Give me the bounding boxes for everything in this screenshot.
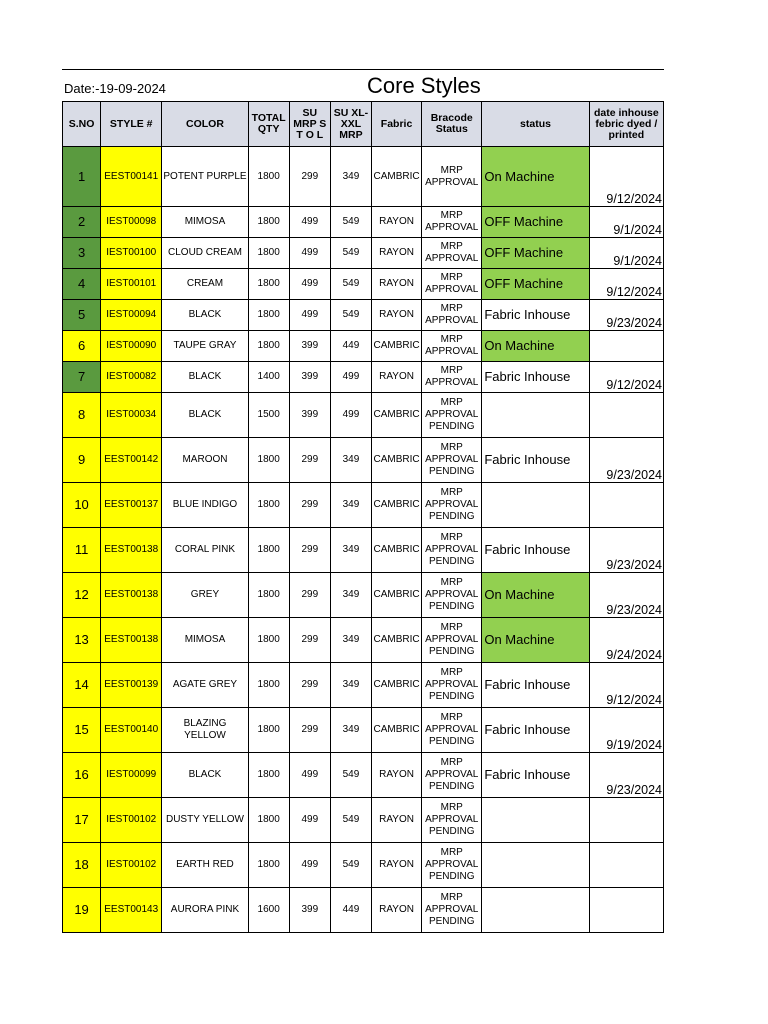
cell-status[interactable]: Fabric Inhouse [482,663,589,708]
cell-color[interactable]: MAROON [162,438,248,483]
cell-total-qty[interactable]: 1800 [248,207,289,238]
cell-status[interactable]: On Machine [482,573,589,618]
cell-su-mrp[interactable]: 499 [289,843,330,888]
cell-su-mrp[interactable]: 299 [289,438,330,483]
cell-total-qty[interactable]: 1800 [248,269,289,300]
title-row [62,70,664,102]
cell-sno[interactable]: 18 [63,843,101,888]
cell-color[interactable]: EARTH RED [162,843,248,888]
cell-su-mrp[interactable]: 399 [289,393,330,438]
cell-color[interactable]: BLACK [162,753,248,798]
cell-color[interactable]: MIMOSA [162,207,248,238]
cell-total-qty[interactable]: 1800 [248,753,289,798]
cell-style[interactable]: EEST00138 [101,573,162,618]
cell-sno[interactable]: 8 [63,393,101,438]
cell-total-qty[interactable]: 1600 [248,888,289,933]
cell-style[interactable]: EEST00138 [101,528,162,573]
cell-color[interactable]: AURORA PINK [162,888,248,933]
table-row [63,573,664,618]
cell-total-qty[interactable]: 1800 [248,331,289,362]
cell-sno[interactable]: 16 [63,753,101,798]
cell-style[interactable]: EEST00139 [101,663,162,708]
cell-fabric[interactable]: CAMBRIC [371,393,421,438]
cell-total-qty[interactable]: 1800 [248,708,289,753]
cell-su-xl-mrp[interactable]: 349 [330,483,371,528]
header-barcode-status[interactable]: Bracode Status [422,102,482,147]
cell-status[interactable]: OFF Machine [482,238,589,269]
table-row [63,753,664,798]
cell-fabric[interactable]: CAMBRIC [371,331,421,362]
cell-status[interactable]: Fabric Inhouse [482,708,589,753]
cell-su-xl-mrp[interactable]: 549 [330,300,371,331]
table-row [63,269,664,300]
cell-date-inhouse[interactable]: 9/23/2024 [589,528,663,573]
cell-date-inhouse[interactable]: 9/1/2024 [589,207,663,238]
cell-color[interactable]: BLUE INDIGO [162,483,248,528]
table-row [63,708,664,753]
header-style[interactable]: STYLE # [101,102,162,147]
cell-color[interactable]: BLAZING YELLOW [162,708,248,753]
cell-color[interactable]: BLACK [162,300,248,331]
cell-date-inhouse[interactable]: 9/24/2024 [589,618,663,663]
cell-barcode-status[interactable]: MRP APPROVAL PENDING [422,843,482,888]
cell-su-mrp[interactable]: 499 [289,798,330,843]
cell-total-qty[interactable]: 1800 [248,147,289,207]
cell-barcode-status[interactable]: MRP APPROVAL [422,300,482,331]
cell-sno[interactable]: 13 [63,618,101,663]
header-total-qty[interactable]: TOTAL QTY [248,102,289,147]
cell-style[interactable]: IEST00090 [101,331,162,362]
cell-fabric[interactable]: RAYON [371,269,421,300]
table-row [63,300,664,331]
cell-color[interactable]: CORAL PINK [162,528,248,573]
cell-su-mrp[interactable]: 299 [289,663,330,708]
sheet-title: Core Styles [367,73,481,98]
cell-total-qty[interactable]: 1800 [248,663,289,708]
cell-date-inhouse[interactable] [589,483,663,528]
cell-style[interactable]: EEST00143 [101,888,162,933]
cell-barcode-status[interactable]: MRP APPROVAL PENDING [422,573,482,618]
cell-su-mrp[interactable]: 299 [289,147,330,207]
cell-su-xl-mrp[interactable]: 349 [330,708,371,753]
cell-fabric[interactable]: RAYON [371,798,421,843]
cell-sno[interactable]: 15 [63,708,101,753]
cell-date-inhouse[interactable]: 9/1/2024 [589,238,663,269]
cell-total-qty[interactable]: 1800 [248,573,289,618]
cell-fabric[interactable]: RAYON [371,238,421,269]
cell-barcode-status[interactable]: MRP APPROVAL PENDING [422,753,482,798]
cell-color[interactable]: DUSTY YELLOW [162,798,248,843]
cell-sno[interactable]: 9 [63,438,101,483]
cell-date-inhouse[interactable]: 9/12/2024 [589,147,663,207]
cell-fabric[interactable]: CAMBRIC [371,528,421,573]
header-su-xl-mrp[interactable]: SU XL-XXL MRP [330,102,371,147]
cell-style[interactable]: EEST00142 [101,438,162,483]
cell-style[interactable]: EEST00140 [101,708,162,753]
cell-status[interactable]: Fabric Inhouse [482,753,589,798]
cell-su-xl-mrp[interactable]: 349 [330,528,371,573]
cell-barcode-status[interactable]: MRP APPROVAL [422,362,482,393]
cell-date-inhouse[interactable]: 9/12/2024 [589,269,663,300]
table-row [63,362,664,393]
cell-fabric[interactable]: RAYON [371,843,421,888]
cell-total-qty[interactable]: 1800 [248,438,289,483]
cell-su-mrp[interactable]: 499 [289,753,330,798]
cell-su-xl-mrp[interactable]: 549 [330,798,371,843]
cell-barcode-status[interactable]: MRP APPROVAL PENDING [422,393,482,438]
cell-color[interactable]: BLACK [162,393,248,438]
cell-total-qty[interactable]: 1800 [248,528,289,573]
cell-style[interactable]: IEST00098 [101,207,162,238]
cell-total-qty[interactable]: 1800 [248,238,289,269]
cell-fabric[interactable]: RAYON [371,207,421,238]
cell-style[interactable]: IEST00034 [101,393,162,438]
cell-sno[interactable]: 17 [63,798,101,843]
table-row [63,147,664,207]
cell-su-xl-mrp[interactable]: 499 [330,362,371,393]
cell-su-xl-mrp[interactable]: 449 [330,888,371,933]
cell-total-qty[interactable]: 1400 [248,362,289,393]
cell-status[interactable] [482,483,589,528]
cell-fabric[interactable]: CAMBRIC [371,147,421,207]
cell-su-xl-mrp[interactable]: 549 [330,207,371,238]
cell-date-inhouse[interactable]: 9/12/2024 [589,362,663,393]
cell-barcode-status[interactable]: MRP APPROVAL [422,331,482,362]
cell-su-mrp[interactable]: 299 [289,528,330,573]
cell-status[interactable]: On Machine [482,331,589,362]
cell-sno[interactable]: 7 [63,362,101,393]
cell-su-mrp[interactable]: 499 [289,269,330,300]
cell-date-inhouse[interactable] [589,331,663,362]
cell-style[interactable]: IEST00102 [101,843,162,888]
cell-fabric[interactable]: CAMBRIC [371,573,421,618]
cell-status[interactable]: OFF Machine [482,269,589,300]
cell-su-xl-mrp[interactable]: 549 [330,238,371,269]
cell-barcode-status[interactable]: MRP APPROVAL PENDING [422,798,482,843]
cell-style[interactable]: IEST00102 [101,798,162,843]
cell-status[interactable]: OFF Machine [482,207,589,238]
header-su-mrp[interactable]: SU MRP S T O L [289,102,330,147]
cell-barcode-status[interactable]: MRP APPROVAL PENDING [422,663,482,708]
cell-barcode-status[interactable]: MRP APPROVAL PENDING [422,618,482,663]
cell-su-mrp[interactable]: 299 [289,573,330,618]
cell-su-mrp[interactable]: 399 [289,331,330,362]
cell-status[interactable]: Fabric Inhouse [482,300,589,331]
cell-date-inhouse[interactable]: 9/23/2024 [589,573,663,618]
cell-date-inhouse[interactable]: 9/23/2024 [589,300,663,331]
cell-color[interactable]: TAUPE GRAY [162,331,248,362]
cell-barcode-status[interactable]: MRP APPROVAL PENDING [422,483,482,528]
cell-date-inhouse[interactable] [589,888,663,933]
cell-fabric[interactable]: RAYON [371,362,421,393]
table-row [63,483,664,528]
cell-date-inhouse[interactable] [589,843,663,888]
cell-su-xl-mrp[interactable]: 549 [330,753,371,798]
cell-color[interactable]: CLOUD CREAM [162,238,248,269]
cell-color[interactable]: BLACK [162,362,248,393]
table-row [63,438,664,483]
header-color[interactable]: COLOR [162,102,248,147]
cell-status[interactable]: On Machine [482,147,589,207]
core-styles-table [62,101,664,933]
cell-fabric[interactable]: RAYON [371,753,421,798]
cell-style[interactable]: IEST00082 [101,362,162,393]
cell-barcode-status[interactable]: MRP APPROVAL [422,147,482,207]
cell-total-qty[interactable]: 1500 [248,393,289,438]
cell-style[interactable]: IEST00094 [101,300,162,331]
table-row [63,798,664,843]
cell-su-xl-mrp[interactable]: 349 [330,438,371,483]
cell-barcode-status[interactable]: MRP APPROVAL PENDING [422,888,482,933]
report-date: Date:-19-09-2024 [64,81,166,96]
cell-sno[interactable]: 19 [63,888,101,933]
cell-barcode-status[interactable]: MRP APPROVAL PENDING [422,708,482,753]
table-row [63,393,664,438]
cell-fabric[interactable]: CAMBRIC [371,483,421,528]
cell-sno[interactable]: 4 [63,269,101,300]
cell-barcode-status[interactable]: MRP APPROVAL [422,207,482,238]
cell-color[interactable]: POTENT PURPLE [162,147,248,207]
cell-date-inhouse[interactable] [589,798,663,843]
cell-barcode-status[interactable]: MRP APPROVAL [422,238,482,269]
cell-su-mrp[interactable]: 499 [289,238,330,269]
cell-su-xl-mrp[interactable]: 349 [330,618,371,663]
cell-sno[interactable]: 12 [63,573,101,618]
cell-date-inhouse[interactable]: 9/23/2024 [589,753,663,798]
cell-sno[interactable]: 5 [63,300,101,331]
cell-status[interactable]: Fabric Inhouse [482,362,589,393]
cell-sno[interactable]: 14 [63,663,101,708]
cell-su-xl-mrp[interactable]: 499 [330,393,371,438]
cell-sno[interactable]: 11 [63,528,101,573]
cell-su-xl-mrp[interactable]: 349 [330,147,371,207]
cell-style[interactable]: IEST00100 [101,238,162,269]
header-sno[interactable]: S.NO [63,102,101,147]
cell-style[interactable]: IEST00099 [101,753,162,798]
cell-status[interactable] [482,843,589,888]
table-row [63,528,664,573]
table-row [63,663,664,708]
cell-fabric[interactable]: CAMBRIC [371,438,421,483]
cell-su-mrp[interactable]: 499 [289,207,330,238]
cell-su-xl-mrp[interactable]: 549 [330,269,371,300]
header-date-inhouse[interactable]: date inhouse febric dyed / printed [589,102,663,147]
cell-total-qty[interactable]: 1800 [248,618,289,663]
cell-barcode-status[interactable]: MRP APPROVAL PENDING [422,528,482,573]
cell-total-qty[interactable]: 1800 [248,798,289,843]
cell-sno[interactable]: 3 [63,238,101,269]
cell-date-inhouse[interactable] [589,393,663,438]
cell-color[interactable]: CREAM [162,269,248,300]
cell-sno[interactable]: 6 [63,331,101,362]
cell-sno[interactable]: 10 [63,483,101,528]
cell-fabric[interactable]: CAMBRIC [371,708,421,753]
cell-su-xl-mrp[interactable]: 349 [330,573,371,618]
cell-fabric[interactable]: CAMBRIC [371,663,421,708]
table-row [63,618,664,663]
cell-status[interactable]: Fabric Inhouse [482,528,589,573]
cell-barcode-status[interactable]: MRP APPROVAL [422,269,482,300]
header-status[interactable]: status [482,102,589,147]
cell-total-qty[interactable]: 1800 [248,483,289,528]
cell-status[interactable] [482,888,589,933]
cell-style[interactable]: EEST00137 [101,483,162,528]
header-fabric[interactable]: Fabric [371,102,421,147]
cell-su-xl-mrp[interactable]: 549 [330,843,371,888]
cell-status[interactable]: On Machine [482,618,589,663]
cell-su-mrp[interactable]: 299 [289,483,330,528]
cell-status[interactable] [482,798,589,843]
cell-su-mrp[interactable]: 299 [289,618,330,663]
table-row [63,331,664,362]
cell-sno[interactable]: 2 [63,207,101,238]
cell-fabric[interactable]: CAMBRIC [371,618,421,663]
cell-style[interactable]: EEST00138 [101,618,162,663]
cell-status[interactable] [482,393,589,438]
cell-su-mrp[interactable]: 499 [289,300,330,331]
cell-su-mrp[interactable]: 299 [289,708,330,753]
cell-fabric[interactable]: RAYON [371,888,421,933]
cell-color[interactable]: AGATE GREY [162,663,248,708]
table-row [63,843,664,888]
cell-style[interactable]: EEST00141 [101,147,162,207]
cell-su-mrp[interactable]: 399 [289,362,330,393]
table-row [63,888,664,933]
cell-color[interactable]: GREY [162,573,248,618]
cell-style[interactable]: IEST00101 [101,269,162,300]
cell-barcode-status[interactable]: MRP APPROVAL PENDING [422,438,482,483]
cell-date-inhouse[interactable]: 9/12/2024 [589,663,663,708]
table-row [63,207,664,238]
cell-status[interactable]: Fabric Inhouse [482,438,589,483]
cell-su-xl-mrp[interactable]: 449 [330,331,371,362]
cell-date-inhouse[interactable]: 9/19/2024 [589,708,663,753]
table-row [63,238,664,269]
cell-color[interactable]: MIMOSA [162,618,248,663]
cell-su-xl-mrp[interactable]: 349 [330,663,371,708]
cell-date-inhouse[interactable]: 9/23/2024 [589,438,663,483]
cell-total-qty[interactable]: 1800 [248,300,289,331]
cell-fabric[interactable]: RAYON [371,300,421,331]
cell-total-qty[interactable]: 1800 [248,843,289,888]
cell-su-mrp[interactable]: 399 [289,888,330,933]
header-row [63,102,664,147]
cell-sno[interactable]: 1 [63,147,101,207]
